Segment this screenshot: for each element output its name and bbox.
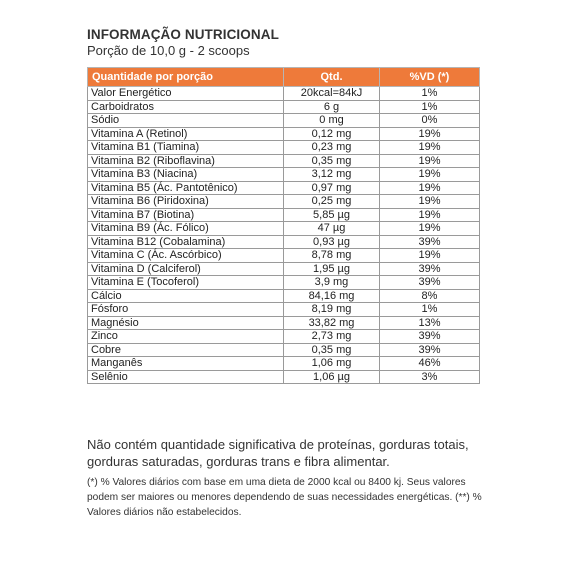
table-row (88, 154, 480, 168)
table-row (88, 316, 480, 330)
footnote: (*) % Valores diários com base em uma dieta de 2000 kcal ou 8400 kj. Seus valores podem ser maiores ou menores dependendo de suas necessidades energéticas. (**) % Valores diários não estabelecidos. (87, 477, 482, 518)
daily-value-cell: 39% (380, 262, 480, 276)
nutrient-name-cell: Vitamina A (Retinol) (88, 127, 284, 141)
nutrient-name-cell: Vitamina C (Ác. Ascórbico) (88, 249, 284, 263)
daily-value-cell: 19% (380, 249, 480, 263)
table-row (88, 249, 480, 263)
quantity-cell: 1,06 mg (284, 357, 380, 371)
nutrient-name-cell: Selênio (88, 370, 284, 384)
quantity-cell: 8,78 mg (284, 249, 380, 263)
table-row (88, 357, 480, 371)
nutrition-label (87, 27, 479, 384)
table-row (88, 262, 480, 276)
quantity-cell: 3,12 mg (284, 168, 380, 182)
table-row (88, 303, 480, 317)
quantity-cell: 0,35 mg (284, 343, 380, 357)
daily-value-cell: 0% (380, 114, 480, 128)
nutrient-name-cell: Vitamina E (Tocoferol) (88, 276, 284, 290)
nutrient-name-cell: Valor Energético (88, 87, 284, 101)
daily-value-cell: 1% (380, 87, 480, 101)
daily-value-cell: 19% (380, 208, 480, 222)
daily-value-cell: 19% (380, 127, 480, 141)
quantity-cell: 8,19 mg (284, 303, 380, 317)
quantity-cell: 1,95 µg (284, 262, 380, 276)
quantity-cell: 0,23 mg (284, 141, 380, 155)
table-row (88, 114, 480, 128)
table-row (88, 100, 480, 114)
daily-value-cell: 46% (380, 357, 480, 371)
quantity-cell: 3,9 mg (284, 276, 380, 290)
nutrient-name-cell: Vitamina B9 (Ác. Fólico) (88, 222, 284, 236)
daily-value-cell: 3% (380, 370, 480, 384)
column-header-quantity: Qtd. (284, 68, 380, 87)
nutrient-name-cell: Vitamina D (Calciferol) (88, 262, 284, 276)
daily-value-cell: 39% (380, 330, 480, 344)
table-row (88, 87, 480, 101)
daily-value-cell: 19% (380, 195, 480, 209)
nutrient-name-cell: Vitamina B7 (Biotina) (88, 208, 284, 222)
quantity-cell: 47 µg (284, 222, 380, 236)
daily-value-cell: 19% (380, 141, 480, 155)
quantity-cell: 0 mg (284, 114, 380, 128)
quantity-cell: 2,73 mg (284, 330, 380, 344)
nutrient-name-cell: Manganês (88, 357, 284, 371)
table-row (88, 289, 480, 303)
daily-value-cell: 39% (380, 343, 480, 357)
quantity-cell: 0,93 µg (284, 235, 380, 249)
table-row (88, 222, 480, 236)
quantity-cell: 0,12 mg (284, 127, 380, 141)
table-row (88, 208, 480, 222)
daily-value-cell: 19% (380, 181, 480, 195)
nutrient-name-cell: Carboidratos (88, 100, 284, 114)
column-header-daily-value: %VD (*) (380, 68, 480, 87)
table-row (88, 168, 480, 182)
table-row (88, 141, 480, 155)
table-row (88, 330, 480, 344)
daily-value-cell: 1% (380, 100, 480, 114)
quantity-cell: 0,97 mg (284, 181, 380, 195)
nutrient-name-cell: Vitamina B2 (Riboflavina) (88, 154, 284, 168)
daily-value-cell: 8% (380, 289, 480, 303)
nutrient-name-cell: Fósforo (88, 303, 284, 317)
table-row (88, 127, 480, 141)
quantity-cell: 0,35 mg (284, 154, 380, 168)
nutrient-name-cell: Zinco (88, 330, 284, 344)
column-header-nutrient: Quantidade por porção (88, 68, 284, 87)
nutrient-name-cell: Vitamina B1 (Tiamina) (88, 141, 284, 155)
table-header-row (88, 68, 480, 87)
table-row (88, 235, 480, 249)
quantity-cell: 0,25 mg (284, 195, 380, 209)
nutrient-name-cell: Vitamina B3 (Niacina) (88, 168, 284, 182)
daily-value-cell: 39% (380, 235, 480, 249)
nutrient-statement: Não contém quantidade significativa de proteínas, gorduras totais, gorduras saturadas, gorduras trans e fibra alimentar. (87, 437, 469, 469)
nutrient-name-cell: Magnésio (88, 316, 284, 330)
nutrition-table (87, 67, 480, 384)
quantity-cell: 33,82 mg (284, 316, 380, 330)
table-row (88, 195, 480, 209)
quantity-cell: 6 g (284, 100, 380, 114)
quantity-cell: 20kcal=84kJ (284, 87, 380, 101)
nutrient-name-cell: Vitamina B6 (Piridoxina) (88, 195, 284, 209)
portion-size: Porção de 10,0 g - 2 scoops (87, 43, 250, 58)
nutrient-name-cell: Vitamina B5 (Ác. Pantotênico) (88, 181, 284, 195)
quantity-cell: 5,85 µg (284, 208, 380, 222)
nutrient-name-cell: Cobre (88, 343, 284, 357)
daily-value-cell: 39% (380, 276, 480, 290)
table-body (88, 87, 480, 384)
table-row (88, 343, 480, 357)
daily-value-cell: 13% (380, 316, 480, 330)
table-row (88, 276, 480, 290)
daily-value-cell: 19% (380, 154, 480, 168)
nutrient-name-cell: Cálcio (88, 289, 284, 303)
daily-value-cell: 19% (380, 222, 480, 236)
quantity-cell: 1,06 µg (284, 370, 380, 384)
nutrient-name-cell: Vitamina B12 (Cobalamina) (88, 235, 284, 249)
daily-value-cell: 19% (380, 168, 480, 182)
table-row (88, 181, 480, 195)
label-title: INFORMAÇÃO NUTRICIONAL (87, 27, 279, 42)
nutrient-name-cell: Sódio (88, 114, 284, 128)
quantity-cell: 84,16 mg (284, 289, 380, 303)
table-row (88, 370, 480, 384)
daily-value-cell: 1% (380, 303, 480, 317)
